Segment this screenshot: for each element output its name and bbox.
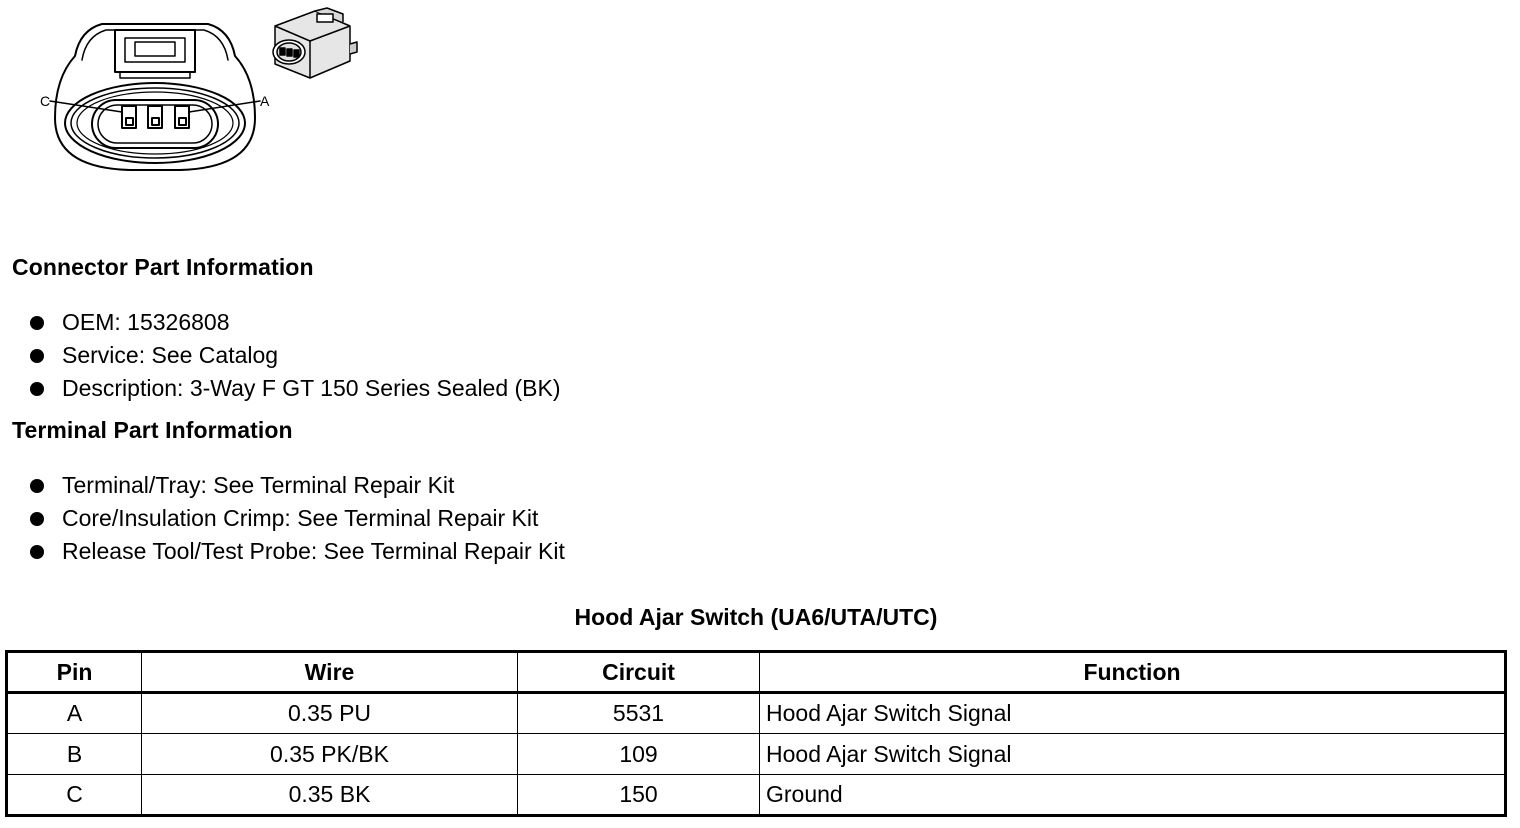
header-pin: Pin [7,652,142,693]
pin-label-a: A [260,93,270,109]
list-item [28,502,565,535]
list-item [28,372,561,405]
bullet-icon [30,349,44,363]
cell-function: Hood Ajar Switch Signal [760,693,1506,734]
cell-pin: C [7,775,142,816]
connector-part-info-list [28,306,561,405]
connector-isometric-illustration [255,6,360,86]
header-function: Function [760,652,1506,693]
bullet-icon [30,512,44,526]
cell-pin: B [7,734,142,775]
table-title: Hood Ajar Switch (UA6/UTA/UTC) [574,604,938,630]
cell-wire: 0.35 BK [142,775,518,816]
pinout-table [5,650,1507,817]
terminal-part-info-heading: Terminal Part Information [12,417,293,443]
cell-circuit: 5531 [518,693,760,734]
list-item-text: Terminal/Tray: See Terminal Repair Kit [62,472,455,498]
pin-label-c: C [40,93,51,109]
list-item [28,339,561,372]
cell-circuit: 150 [518,775,760,816]
terminal-part-info-list [28,469,565,568]
list-item [28,535,565,568]
bullet-icon [30,479,44,493]
table-row [7,693,1506,734]
cell-wire: 0.35 PU [142,693,518,734]
header-circuit: Circuit [518,652,760,693]
cell-wire: 0.35 PK/BK [142,734,518,775]
cell-circuit: 109 [518,734,760,775]
list-item-text: Release Tool/Test Probe: See Terminal Repair Kit [62,538,565,564]
cell-pin: A [7,693,142,734]
list-item [28,306,561,339]
header-wire: Wire [142,652,518,693]
list-item-text: Core/Insulation Crimp: See Terminal Repair Kit [62,505,539,531]
bullet-icon [30,382,44,396]
table-header-row [7,652,1506,693]
cell-function: Hood Ajar Switch Signal [760,734,1506,775]
connector-face-diagram [30,8,280,178]
table-row [7,775,1506,816]
cell-function: Ground [760,775,1506,816]
table-row [7,734,1506,775]
list-item-text: OEM: 15326808 [62,309,230,335]
bullet-icon [30,316,44,330]
connector-part-info-heading: Connector Part Information [12,254,314,280]
list-item-text: Service: See Catalog [62,342,279,368]
list-item [28,469,565,502]
bullet-icon [30,545,44,559]
list-item-text: Description: 3-Way F GT 150 Series Sealed (BK) [62,375,561,401]
